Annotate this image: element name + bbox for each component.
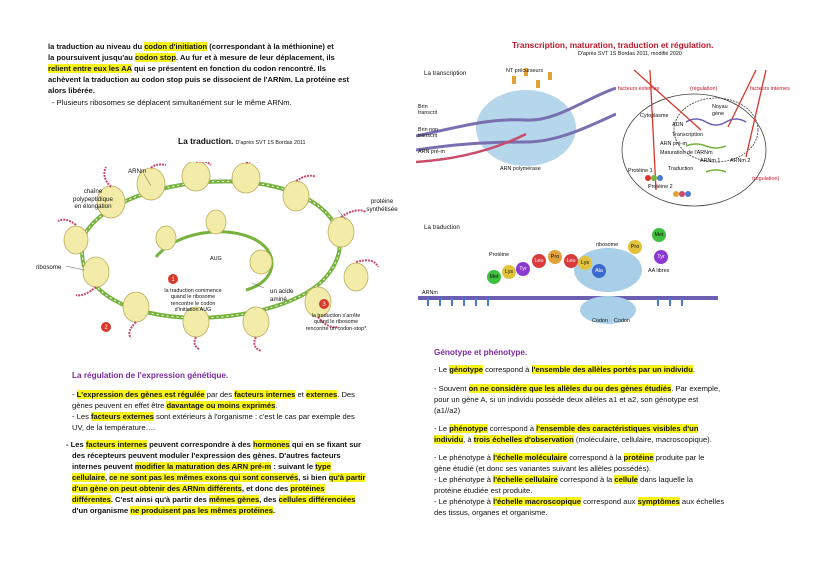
- label-transcription: La transcription: [424, 70, 467, 77]
- right-source: D'après SVT 1S Bordas 2011, modifié 2020: [578, 51, 682, 57]
- text: dans laquelle la: [638, 475, 693, 484]
- highlight: facteurs internes: [234, 390, 296, 399]
- label-la-traduction: La traduction: [424, 224, 460, 231]
- phenotype-mol-2: gène étudié (et donc ses variantes suivant les allèles possédés).: [434, 464, 651, 473]
- label-protein: protéine synthétisée: [366, 198, 398, 213]
- highlight: codon d'initiation: [144, 42, 208, 51]
- genotype-line-3: pour un gène A, si un individu possède deux allèles a1 et a2, son génotype est: [434, 395, 699, 404]
- highlight: l'échelle moléculaire: [493, 453, 568, 462]
- label-transcription-step: Transcription: [672, 132, 703, 138]
- text: .: [275, 401, 278, 410]
- rna-polymerase: [476, 90, 576, 166]
- label-step-1: la traduction commence quand le ribosome rencontre le codon d'initiation AUG: [164, 288, 222, 314]
- text: -: [72, 390, 77, 399]
- text: internes peuvent: [72, 462, 135, 471]
- reg-p2-line-6: [72, 495, 417, 505]
- label-codon-2: Codon: [614, 318, 630, 324]
- reg-p2-line-1: [66, 440, 416, 450]
- highlight: phénotype: [449, 424, 488, 433]
- label-brin-transcrit: Brin transcrit: [418, 104, 438, 117]
- text: produite par le: [653, 453, 705, 462]
- text: la traduction au niveau du: [48, 42, 145, 51]
- step-3-number: 3: [322, 302, 326, 308]
- highlight: cellulaire: [72, 473, 105, 482]
- text: - Les: [72, 412, 91, 421]
- label-regulation-1: (régulation): [690, 86, 718, 92]
- aa-lys-2: Lys: [578, 256, 592, 270]
- text: - Souvent: [434, 384, 469, 393]
- aa-ala: Ala: [592, 264, 606, 278]
- text: ,: [104, 473, 110, 482]
- intro-line-2: [48, 53, 408, 63]
- label-arnm-2: ARNm 2: [730, 158, 751, 164]
- aa-tyr-2: Tyr: [654, 250, 668, 264]
- highlight: l'échelle cellulaire: [493, 475, 558, 484]
- label-ribosome-right: ribosome: [596, 242, 619, 248]
- highlight: relient entre eux les AA: [48, 64, 132, 73]
- label-cytoplasme: Cytoplasme: [640, 113, 669, 119]
- phenotype-line-1: [434, 424, 794, 434]
- highlight: davantage ou moins exprimés: [166, 401, 276, 410]
- figure-source: D'après SVT 1S Bordas 2011: [235, 140, 306, 146]
- highlight: l'ensemble des allèles portés par un individu: [531, 365, 693, 374]
- text: d'un organisme: [72, 506, 131, 515]
- reg-p2-line-7: [72, 506, 417, 516]
- highlight: l'échelle macroscopique: [493, 497, 582, 506]
- text: qui se présentent en fonction du codon rencontré. Ils: [131, 64, 326, 73]
- text: aux échelles: [679, 497, 725, 506]
- text: sont extérieurs à l'organisme : c'est le cas par exemple des: [153, 412, 355, 421]
- highlight: protéines: [290, 484, 325, 493]
- aa-met-2: Met: [652, 228, 666, 242]
- text: par des: [204, 390, 235, 399]
- phenotype-cell-2: protéine étudiée est produite.: [434, 486, 533, 495]
- intro-line-5: alors libérée.: [48, 86, 95, 95]
- label-ribosome: ribosome: [36, 264, 62, 271]
- aa-leu-1: Leu: [532, 254, 546, 268]
- reg-p1-line-4: UV, de la température….: [72, 423, 156, 432]
- highlight: mêmes gènes: [208, 495, 260, 504]
- highlight: type: [315, 462, 331, 471]
- highlight: cellules différenciées: [278, 495, 356, 504]
- phenotype-macro-2: des tissus, organes et organisme.: [434, 508, 548, 517]
- text: correspond aux: [581, 497, 638, 506]
- intro-line-4: achèvent la traduction au codon stop puis se dissocient de l'ARNm. La protéine est: [48, 75, 349, 84]
- text: , si bien: [298, 473, 329, 482]
- highlight: d'un gène on peut obtenir des ARNm différents: [72, 484, 242, 493]
- text: et: [295, 390, 306, 399]
- label-noyau: Noyau: [712, 104, 728, 110]
- step-2-number: 2: [104, 325, 108, 331]
- ribosome-large: [574, 248, 642, 292]
- text: - Les: [66, 440, 86, 449]
- text: la poursuivent jusqu'au: [48, 53, 136, 62]
- label-arn-pre: ARN pré-m: [418, 149, 445, 155]
- label-proteine: Protéine: [489, 252, 510, 258]
- reg-p2-line-2: des récepteurs peuvent moduler l'expression des gènes. D'autres facteurs: [72, 451, 341, 460]
- phenotype-line-2: [434, 435, 794, 445]
- text: - Le: [434, 365, 450, 374]
- text: , des: [259, 495, 279, 504]
- intro-line-1: [48, 42, 408, 52]
- text: . Au fur et à mesure de leur déplacement, ils: [175, 53, 335, 62]
- highlight: codon stop: [135, 53, 176, 62]
- reg-p1-line-1: [72, 390, 412, 400]
- text: correspond à la: [557, 475, 615, 484]
- highlight: L'expression des gènes est régulée: [76, 390, 205, 399]
- highlight: qu'à partir: [328, 473, 366, 482]
- step-1-number: 1: [171, 277, 175, 283]
- reg-p2-line-3: [72, 462, 417, 472]
- highlight: facteurs internes: [85, 440, 148, 449]
- text: - Le: [434, 424, 450, 433]
- text: - Le phénotype à: [434, 475, 494, 484]
- label-gene: gène: [712, 111, 724, 117]
- label-arnm-1: ARNm 1: [700, 158, 721, 164]
- text: , et donc des: [241, 484, 291, 493]
- label-arn-pre-2: ARN pré-m: [660, 141, 687, 147]
- highlight: cellule: [614, 475, 639, 484]
- aa-tyr-1: Tyr: [516, 262, 530, 276]
- highlight: individu: [434, 435, 464, 444]
- text: . C'est ainsi qu'à partir des: [110, 495, 209, 504]
- aa-lys-1: Lys: [502, 265, 516, 279]
- label-chain: chaîne polypeptidique en élongation: [73, 188, 113, 211]
- highlight: ne produisent pas les mêmes protéines: [130, 506, 273, 515]
- text: (correspondant à la méthionine) et: [207, 42, 334, 51]
- text: gènes peuvent en effet être: [72, 401, 167, 410]
- text: - Le phénotype à: [434, 453, 494, 462]
- text: - Le phénotype à: [434, 497, 494, 506]
- text: .: [272, 506, 276, 515]
- text: correspond à la: [567, 453, 624, 462]
- regulation-title: La régulation de l'expression génétique.: [72, 371, 229, 380]
- highlight: symptômes: [637, 497, 680, 506]
- highlight: ce ne sont pas les mêmes exons qui sont conservés: [109, 473, 299, 482]
- label-proteine-2: Protéine 2: [648, 184, 673, 190]
- aa-pro-2: Pro: [628, 240, 642, 254]
- reg-p1-line-3: [72, 412, 412, 422]
- phenotype-mol-1: [434, 453, 794, 463]
- highlight: protéine: [623, 453, 654, 462]
- highlight: externes: [305, 390, 338, 399]
- figure-caption: [178, 136, 378, 147]
- label-proteine-1: Protéine 1: [628, 168, 653, 174]
- genotype-line-2: [434, 384, 794, 394]
- label-regulation-2: (régulation): [752, 176, 780, 182]
- genotype-line-4: (a1//a2): [434, 406, 461, 415]
- phenotype-cell-1: [434, 475, 794, 485]
- highlight: facteurs externes: [91, 412, 154, 421]
- highlight: trois échelles d'observation: [473, 435, 574, 444]
- label-brin-non: Brin non transcrit: [418, 127, 439, 140]
- aa-pro-1: Pro: [548, 250, 562, 264]
- label-aa-libres: AA libres: [648, 268, 670, 274]
- text: : suivant le: [271, 462, 316, 471]
- label-arn-poly: ARN polymérase: [500, 166, 541, 172]
- label-amino-acid: un acide aminé: [270, 288, 294, 303]
- phenotype-macro-1: [434, 497, 794, 507]
- genotype-line-1: [434, 365, 794, 375]
- reg-p2-line-5: [72, 484, 417, 494]
- label-arnm-right: ARNm: [422, 290, 438, 296]
- figure-title: La traduction.: [178, 136, 234, 146]
- highlight: on ne considère que les allèles du ou des gènes étudiés: [468, 384, 672, 393]
- label-maturation: Maturation de l'ARNm: [660, 150, 713, 156]
- label-nt: NT précurseurs: [506, 68, 544, 74]
- label-traduction-step: Traduction: [668, 166, 694, 172]
- intro-line-6: - Plusieurs ribosomes se déplacent simultanément sur le même ARNm.: [52, 98, 292, 107]
- highlight: l'ensemble des caractéristiques visibles d'un: [536, 424, 699, 433]
- genotype-title: Génotype et phénotype.: [434, 348, 528, 357]
- text: (moléculaire, cellulaire, macroscopique).: [573, 435, 712, 444]
- text: correspond à: [482, 365, 532, 374]
- reg-p1-line-2: [72, 401, 412, 411]
- label-step-3: la traduction s'arrête quand le ribosome rencontre un codon-stop*: [305, 313, 367, 332]
- text: . Par exemple,: [671, 384, 721, 393]
- translation-figure-right: [418, 222, 718, 330]
- text: qui en se fixant sur: [289, 440, 362, 449]
- reg-p2-line-4: [72, 473, 417, 483]
- text: . Des: [337, 390, 355, 399]
- aa-met-1: Met: [487, 270, 501, 284]
- highlight: modifier la maturation des ARN pré-m: [134, 462, 272, 471]
- label-aug: AUG: [210, 256, 222, 262]
- aa-leu-2: Leu: [564, 254, 578, 268]
- label-codon-1: Codon: [592, 318, 608, 324]
- text: .: [692, 365, 695, 374]
- highlight: différentes: [72, 495, 111, 504]
- text: , à: [463, 435, 474, 444]
- label-int-factors: facteurs internes: [750, 86, 790, 92]
- label-adn: ADN: [672, 122, 684, 128]
- highlight: génotype: [449, 365, 483, 374]
- text: correspond à: [487, 424, 537, 433]
- highlight: hormones: [252, 440, 290, 449]
- label-ext-factors: facteurs externes: [618, 86, 660, 92]
- label-arnm: ARNm: [128, 168, 147, 175]
- text: peuvent correspondre à des: [147, 440, 253, 449]
- intro-line-3: [48, 64, 408, 74]
- right-title: Transcription, maturation, traduction et régulation.: [512, 40, 714, 50]
